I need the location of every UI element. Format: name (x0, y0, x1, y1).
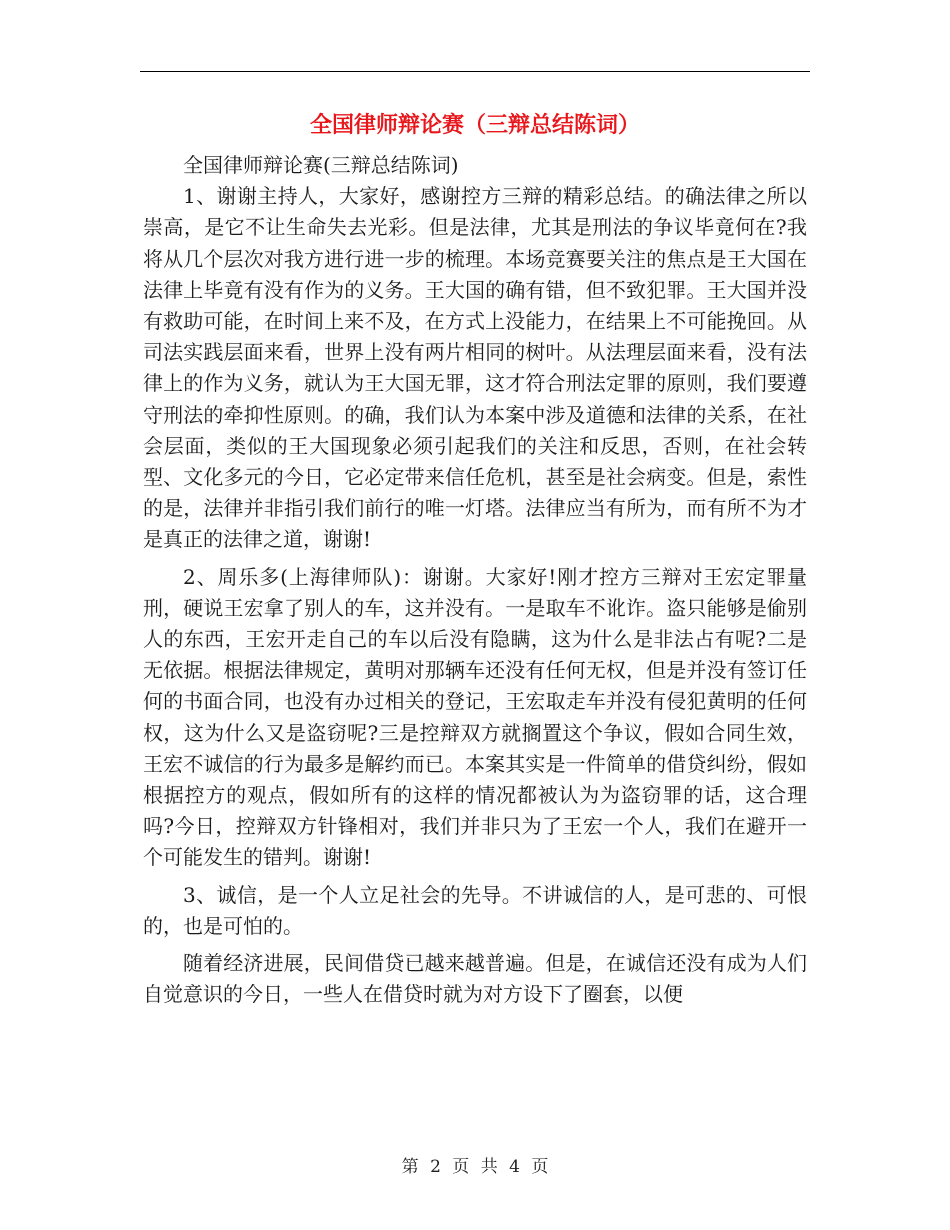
page-number: 第 2 页 共 4 页 (401, 1157, 549, 1177)
document-subtitle: 全国律师辩论赛(三辩总结陈词) (183, 153, 459, 177)
paragraph-3: 3、诚信，是一个人立足社会的先导。不讲诚信的人，是可悲的、可恨的，也是可怕的。 (143, 882, 807, 938)
paragraph-1: 1、谢谢主持人，大家好，感谢控方三辩的精彩总结。的确法律之所以崇高，是它不让生命失去光彩。但是法律，尤其是刑法的争议毕竟何在?我将从几个层次对我方进行进一步的梳理。本场竞赛要关注的焦点是王大国在法律上毕竟有没有作为的义务。王大国的确有错，但不致犯罪。王大国并没有救助可能，在时间上来不及，在方式上没能力，在结果上不可能挽回。从司法实践层面来看，世界上没有两片相同的树叶。从法理层面来看，没有法律上的作为义务，就认为王大国无罪，这才符合刑法定罪的原则，我们要遵守刑法的牵抑性原则。的确，我们认为本案中涉及道德和法律的关系，在社会层面，类似的王大国现象必须引起我们的关注和反思，否则，在社会转型、文化多元的今日，它必定带来信任危机，甚至是社会病变。但是，索性的是，法律并非指引我们前行的唯一灯塔。法律应当有所为，而有所不为才是真正的法律之道，谢谢! (143, 184, 807, 552)
header-rule (140, 71, 810, 72)
document-title: 全国律师辩论赛（三辩总结陈词） (309, 112, 640, 138)
document-body (143, 150, 807, 1010)
paragraph-2: 2、周乐多(上海律师队)：谢谢。大家好!刚才控方三辩对王宏定罪量刑，硬说王宏拿了别人的车，这并没有。一是取车不讹诈。盗只能够是偷别人的东西，王宏开走自己的车以后没有隐瞒，这为什么是非法占有呢?二是无依据。根据法律规定，黄明对那辆车还没有任何无权，但是并没有签订任何的书面合同，也没有办过相关的登记，王宏取走车并没有侵犯黄明的任何权，这为什么又是盗窃呢?三是控辩双方就搁置这个争议，假如合同生效，王宏不诚信的行为最多是解约而已。本案其实是一件简单的借贷纠纷，假如根据控方的观点，假如所有的这样的情况都被认为为盗窃罪的话，这合理吗?今日，控辩双方针锋相对，我们并非只为了王宏一个人，我们在避开一个可能发生的错判。谢谢! (143, 564, 807, 870)
paragraph-4: 随着经济进展，民间借贷已越来越普遍。但是，在诚信还没有成为人们自觉意识的今日，一些人在借贷时就为对方设下了圈套，以便 (143, 951, 807, 1007)
